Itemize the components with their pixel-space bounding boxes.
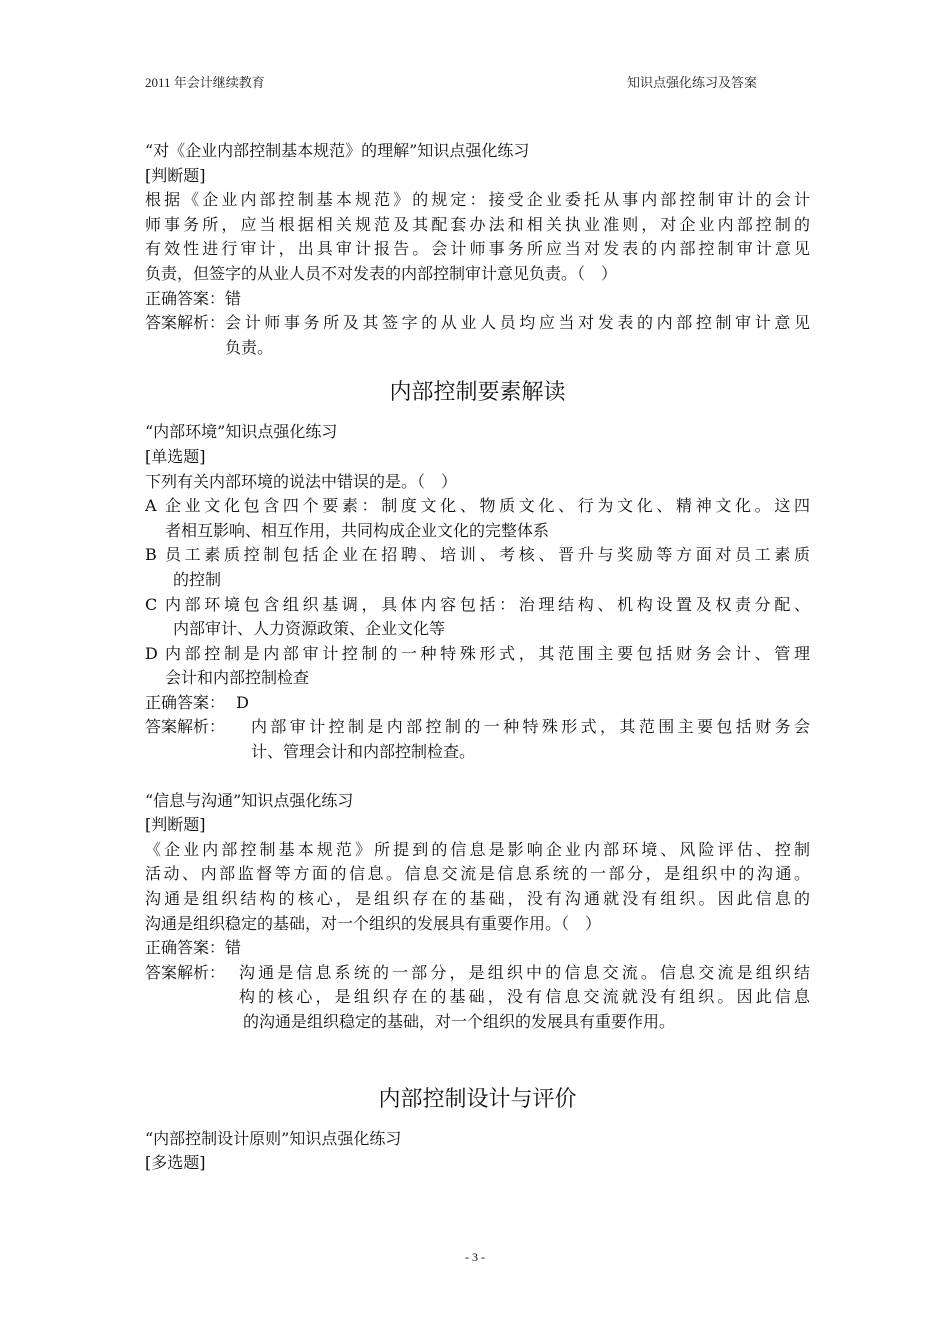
analysis-line: 会计师事务所及其签字的从业人员均应当对发表的内部控制审计意见 — [225, 313, 810, 333]
option-a — [145, 494, 810, 543]
question-1-stem-line: 负责，但签字的从业人员不对发表的内部控制审计意见负责。（ ） — [145, 263, 618, 283]
option-c — [145, 593, 810, 642]
option-letter: B — [145, 545, 157, 565]
header-left: 2011 年会计继续教育 — [145, 75, 265, 90]
question-3-heading: “信息与沟通”知识点强化练习 — [145, 790, 354, 810]
question-3-analysis — [145, 961, 810, 1035]
question-2-analysis — [145, 715, 810, 764]
analysis-line: 沟通是信息系统的一部分，是组织中的信息交流。信息交流是组织结 — [239, 962, 810, 982]
question-3-stem-line: 《企业内部控制基本规范》所提到的信息是影响企业内部环境、风险评估、控制 — [145, 839, 810, 859]
question-1-stem-line: 有效性进行审计，出具审计报告。会计师事务所应当对发表的内部控制审计意见 — [145, 239, 810, 259]
question-2-heading: “内部环境”知识点强化练习 — [145, 422, 338, 442]
question-1-type: [判断题] — [145, 165, 206, 185]
option-d — [145, 642, 810, 691]
question-2-type: [单选题] — [145, 446, 206, 466]
option-line: 会计和内部控制检查 — [165, 668, 310, 688]
question-4 — [145, 1127, 810, 1176]
option-line: 内部控制是内部审计控制的一种特殊形式，其范围主要包括财务会计、管理 — [165, 643, 810, 663]
option-line: 内部审计、人力资源政策、企业文化等 — [173, 619, 446, 639]
option-line: 者相互影响、相互作用，共同构成企业文化的完整体系 — [165, 520, 550, 540]
question-3-answer: 正确答案：错 — [145, 938, 242, 958]
option-line: 内部环境包含组织基调，具体内容包括：治理结构、机构设置及权责分配、 — [165, 594, 810, 614]
option-line: 的控制 — [173, 569, 222, 589]
question-1-analysis — [145, 311, 810, 360]
header-right: 知识点强化练习及答案 — [626, 75, 757, 90]
analysis-line: 计、管理会计和内部控制检查。 — [251, 742, 476, 762]
question-1-stem-line: 根据《企业内部控制基本规范》的规定：接受企业委托从事内部控制审计的会计 — [145, 190, 810, 210]
question-3 — [145, 789, 810, 1035]
question-4-type: [多选题] — [145, 1153, 206, 1173]
question-3-type: [判断题] — [145, 815, 206, 835]
analysis-line: 内部审计控制是内部控制的一种特殊形式，其范围主要包括财务会 — [251, 717, 810, 737]
question-4-heading: “内部控制设计原则”知识点强化练习 — [145, 1128, 402, 1148]
section-title-elements: 内部控制要素解读 — [389, 380, 566, 406]
option-b — [145, 543, 810, 592]
option-line: 企业文化包含四个要素：制度文化、物质文化、行为文化、精神文化。这四 — [165, 496, 810, 516]
question-1-answer: 正确答案：错 — [145, 288, 242, 308]
question-1 — [145, 139, 810, 360]
page-number: - 3 - — [465, 1250, 485, 1264]
question-2-stem: 下列有关内部环境的说法中错误的是。（ ） — [145, 471, 458, 491]
question-1-heading: “对《企业内部控制基本规范》的理解”知识点强化练习 — [145, 141, 530, 160]
answer-value: D — [236, 692, 249, 712]
analysis-line: 的沟通是组织稳定的基础，对一个组织的发展具有重要作用。 — [243, 1012, 676, 1031]
option-letter: A — [145, 496, 157, 516]
analysis-label: 答案解析： — [145, 962, 226, 982]
section-title-design: 内部控制设计与评价 — [378, 1086, 577, 1112]
document-body — [145, 139, 810, 1176]
analysis-label: 答案解析： — [145, 313, 226, 333]
question-3-stem-line: 沟通是组织结构的核心，是组织存在的基础，没有沟通就没有组织。因此信息的 — [145, 889, 810, 909]
analysis-line: 负责。 — [225, 337, 274, 357]
option-letter: D — [145, 643, 158, 663]
option-line: 员工素质控制包括企业在招聘、培训、考核、晋升与奖励等方面对员工素质 — [165, 545, 810, 565]
question-1-stem-line: 师事务所，应当根据相关规范及其配套办法和相关执业准则，对企业内部控制的 — [145, 214, 810, 234]
question-2 — [145, 420, 810, 764]
option-letter: C — [145, 594, 158, 614]
question-3-stem-line: 活动、内部监督等方面的信息。信息交流是信息系统的一部分，是组织中的沟通。 — [145, 864, 810, 884]
analysis-line: 构的核心，是组织存在的基础，没有信息交流就没有组织。因此信息 — [239, 987, 810, 1007]
analysis-label: 答案解析： — [145, 717, 226, 737]
question-3-stem-line: 沟通是组织稳定的基础，对一个组织的发展具有重要作用。（ ） — [145, 913, 602, 933]
answer-label: 正确答案： — [145, 692, 226, 712]
question-2-answer — [145, 691, 810, 716]
